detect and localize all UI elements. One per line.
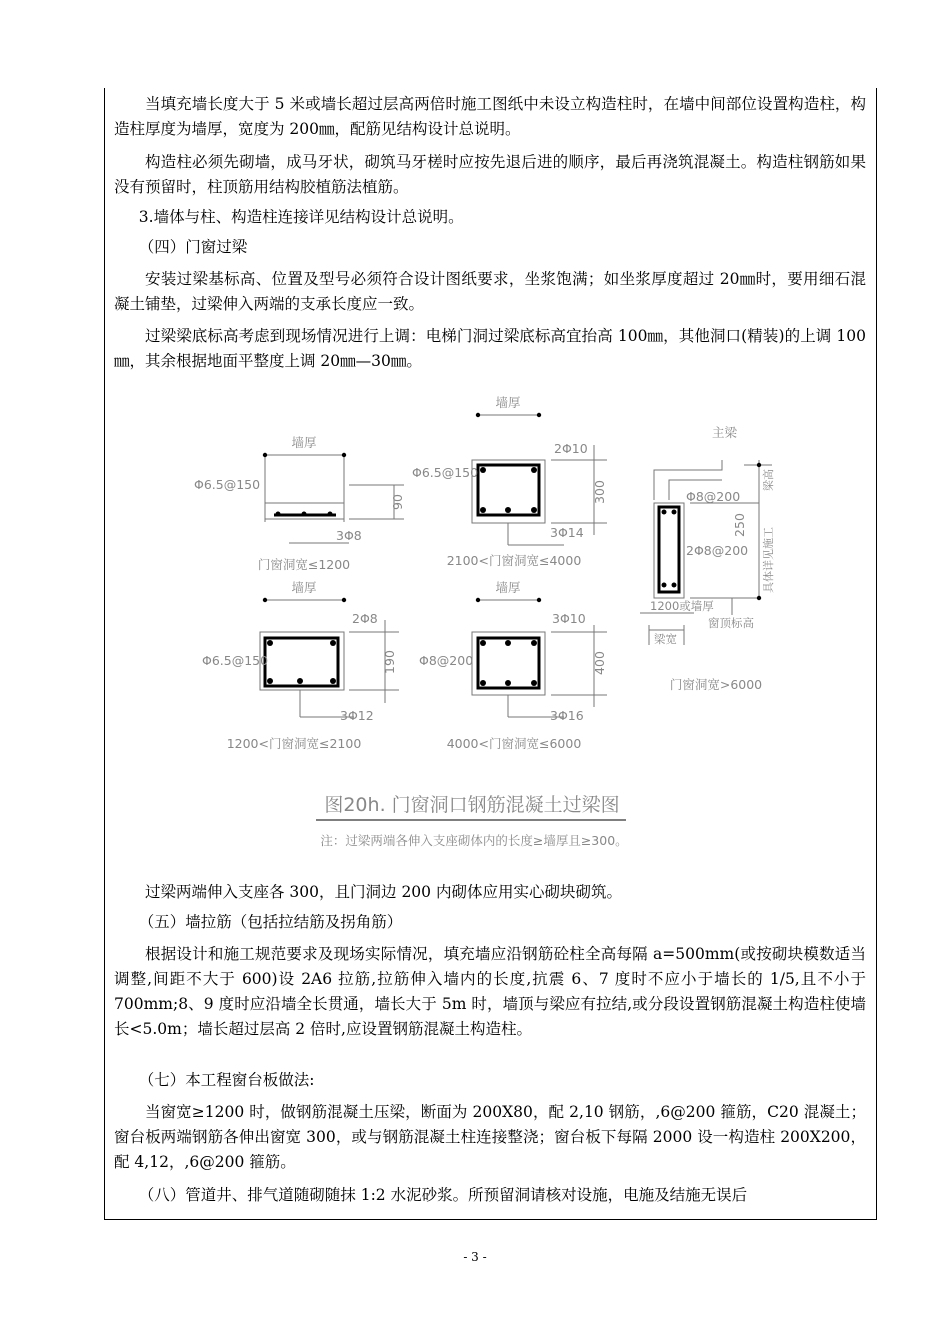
d3-height-label: 190 [382, 650, 397, 674]
d4-wall-label: 墙厚 [495, 580, 521, 595]
d3-stirrup-label: Φ6.5@150 [202, 653, 269, 668]
d4-height-label: 400 [592, 651, 607, 675]
heading-lintels: （四）门窗过梁 [138, 238, 248, 256]
d2-stirrup-label: Φ6.5@150 [412, 465, 479, 480]
d1-stirrup-label: Φ6.5@150 [194, 477, 261, 492]
d5-main-beam-label: 主梁 [712, 425, 738, 440]
d2-wall-label: 墙厚 [495, 395, 521, 410]
d5-window-top-label: 窗顶标高 [708, 616, 754, 630]
d3-bottom-label: 3Φ12 [340, 708, 374, 723]
d5-detail-note: 具体详见施工 [762, 527, 775, 593]
paragraph-lintel-elevation: 过梁梁底标高考虑到现场情况进行上调：电梯门洞过梁底标高宜抬高 100㎜，其他洞口(精装)的上调 100㎜，其余根据地面平整度上调 20㎜—30㎜。 [114, 327, 866, 370]
d5-width-label: 1200或墙厚 [650, 599, 714, 613]
d2-caption: 2100<门窗洞宽≤4000 [446, 553, 582, 568]
figure-title: 图20h. 门窗洞口钢筋混凝土过梁图 [324, 794, 620, 816]
d3-caption: 1200<门窗洞宽≤2100 [226, 736, 362, 751]
d3-top-label: 2Φ8 [352, 611, 378, 626]
d4-caption: 4000<门窗洞宽≤6000 [446, 736, 582, 751]
d5-beam-height-label: 梁高 [762, 469, 775, 491]
d4-bottom-label: 3Φ16 [550, 708, 584, 723]
paragraph-constructional-column: 当填充墙长度大于 5 米或墙长超过层高两倍时施工图纸中未设立构造柱时，在墙中间部位设置构造柱，构造柱厚度为墙厚，宽度为 200㎜，配筋见结构设计总说明。 [114, 95, 866, 138]
d2-top-label: 2Φ10 [554, 441, 588, 456]
d5-dim-250: 250 [732, 513, 747, 537]
paragraph-pipe-shaft: （八）管道井、排气道随砌随抹 1:2 水泥砂浆。所预留洞请核对设施，电施及结施无误后 [138, 1186, 748, 1204]
paragraph-lintel-support: 过梁两端伸入支座各 300，且门洞边 200 内砌体应用实心砌块砌筑。 [145, 883, 622, 901]
d5-stirrup1-label: Φ8@200 [686, 489, 741, 504]
d1-wall-label: 墙厚 [291, 435, 317, 450]
d2-bottom-label: 3Φ14 [550, 525, 584, 540]
d4-stirrup-label: Φ8@200 [419, 653, 474, 668]
lintel-figure [104, 385, 877, 865]
paragraph-wall-connection: 3.墙体与柱、构造柱连接详见结构设计总说明。 [138, 208, 464, 226]
figure-note: 注：过梁两端各伸入支座砌体内的长度≥墙厚且≥300。 [320, 833, 628, 848]
heading-window-sill: （七）本工程窗台板做法: [138, 1071, 315, 1089]
d5-caption: 门窗洞宽>6000 [669, 677, 763, 692]
paragraph-column-masonry: 构造柱必须先砌墙，成马牙状，砌筑马牙槎时应按先退后进的顺序，最后再浇筑混凝土。构造柱钢筋如果没有预留时，柱顶筋用结构胶植筋法植筋。 [114, 153, 866, 196]
d1-bottom-label: 3Φ8 [336, 528, 362, 543]
d4-top-label: 3Φ10 [552, 611, 586, 626]
d1-caption: 门窗洞宽≤1200 [257, 557, 351, 572]
d1-height-label: 90 [390, 494, 405, 510]
paragraph-wall-ties: 根据设计和施工规范要求及现场实际情况，填充墙应沿钢筋砼柱全高每隔 a=500mm(或按砌块模数适当调整,间距不大于 600)设 2A6 拉筋,拉筋伸入墙内的长度,抗震 6、7 度时不应小于墙长的 1/5,且不小于 700mm;8、9 度时应沿墙全长贯通，墙长大于 5m 时，墙顶与梁应有拉结,或分段设置钢筋混凝土构造柱使墙长<5.0m；墙长超过层高 2 倍时,应设置钢筋混凝土构造柱。 [114, 945, 866, 1038]
d3-wall-label: 墙厚 [291, 580, 317, 595]
paragraph-lintel-install: 安装过梁基标高、位置及型号必须符合设计图纸要求，坐浆饱满；如坐浆厚度超过 20㎜时，要用细石混凝土铺垫，过梁伸入两端的支承长度应一致。 [114, 270, 866, 313]
heading-wall-ties: （五）墙拉筋（包括拉结筋及拐角筋） [138, 913, 403, 931]
page-number: - 3 - [463, 1250, 487, 1264]
paragraph-window-sill: 当窗宽≥1200 时，做钢筋混凝土压梁，断面为 200X80，配 2,10 钢筋，,6@200 箍筋，C20 混凝土；窗台板两端钢筋各伸出窗宽 300，或与钢筋混凝土柱连接整浇；窗台板下每隔 2000 设一构造柱 200X200，配 4,12，,6@200 箍筋。 [114, 1103, 866, 1171]
d5-stirrup2-label: 2Φ8@200 [686, 543, 749, 558]
d5-beam-width-label: 梁宽 [654, 632, 677, 646]
d2-height-label: 300 [592, 480, 607, 504]
